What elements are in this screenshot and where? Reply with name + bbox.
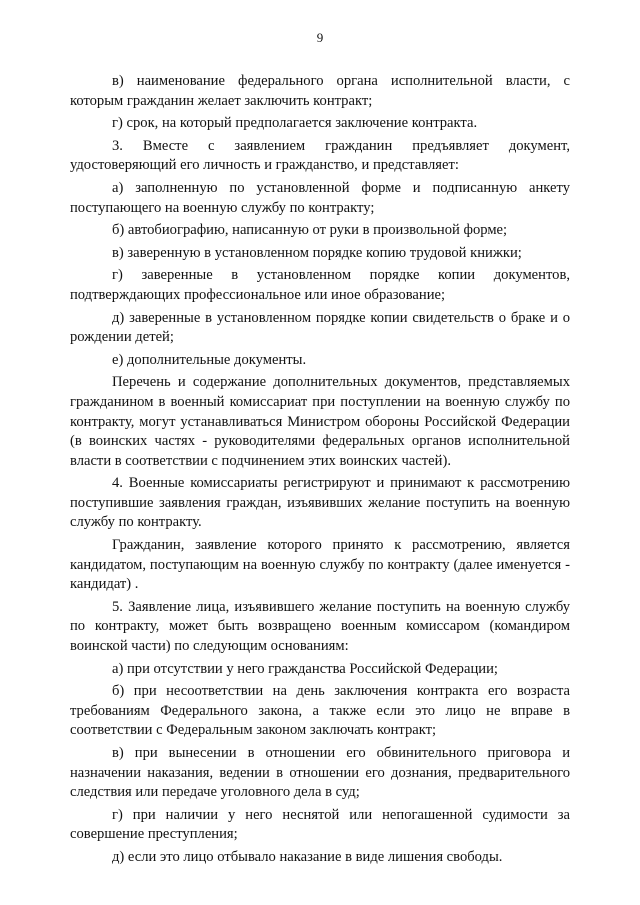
paragraph-3b: б) автобиографию, написанную от руки в произвольной форме; bbox=[112, 222, 508, 239]
document-body bbox=[70, 72, 570, 871]
paragraph-3e: е) дополнительные документы. bbox=[112, 351, 307, 368]
paragraph-5d: д) если это лицо отбывало наказание в виде лишения свободы. bbox=[112, 848, 503, 865]
paragraph-5a: а) при отсутствии у него гражданства Российской Федерации; bbox=[112, 660, 498, 677]
page-number: 9 bbox=[316, 30, 324, 45]
paragraph-5g: г) при наличии у него неснятой или непогашенной судимости за совершение преступления; bbox=[70, 806, 570, 843]
paragraph-3v: в) заверенную в установленном порядке копию трудовой книжки; bbox=[112, 244, 522, 261]
paragraph-2v: в) наименование федерального органа исполнительной власти, с которым гражданин желает заключить контракт; bbox=[70, 73, 570, 109]
paragraph-5b: б) при несоответствии на день заключения контракта его возраста требованиям Федерального закона, а также если это лицо не вправе в соответствии с Федеральным законом заключать контракт; bbox=[70, 683, 570, 739]
paragraph-3d: д) заверенные в установленном порядке копии свидетельств о браке и о рождении детей; bbox=[70, 309, 570, 346]
paragraph-4-candidate: Гражданин, заявление которого принято к рассмотрению, является кандидатом, поступающим на военную службу по контракту (далее именуется - кандидат) . bbox=[70, 537, 570, 593]
paragraph-3: 3. Вместе с заявлением гражданин предъявляет документ, удостоверяющий его личность и гражданство, и представляет: bbox=[70, 137, 570, 174]
paragraph-3-list: Перечень и содержание дополнительных документов, представляемых гражданином в военный комиссариат при поступлении на военную службу по контракту, могут устанавливаться Министром обороны Российской Федерации (в воинских частях - руководителями федеральных органов исполнительной власти в соответствии с подчинением этих воинских частей). bbox=[70, 374, 570, 469]
paragraph-5v: в) при вынесении в отношении его обвинительного приговора и назначении наказания, ведении в отношении его дознания, предварительного следствия или передаче уголовного дела в суд; bbox=[70, 745, 570, 801]
paragraph-3a: а) заполненную по установленной форме и подписанную анкету поступающего на военную службу по контракту; bbox=[70, 179, 570, 216]
paragraph-4: 4. Военные комиссариаты регистрируют и принимают к рассмотрению поступившие заявления граждан, изъявивших желание поступить на военную службу по контракту. bbox=[70, 475, 570, 531]
paragraph-3g: г) заверенные в установленном порядке копии документов, подтверждающих профессиональное или иное образование; bbox=[70, 267, 570, 303]
paragraph-2g: г) срок, на который предполагается заключение контракта. bbox=[112, 115, 478, 132]
paragraph-5: 5. Заявление лица, изъявившего желание поступить на военную службу по контракту, может быть возвращено военным комиссаром (командиром воинской части) по следующим основаниям: bbox=[70, 598, 570, 655]
